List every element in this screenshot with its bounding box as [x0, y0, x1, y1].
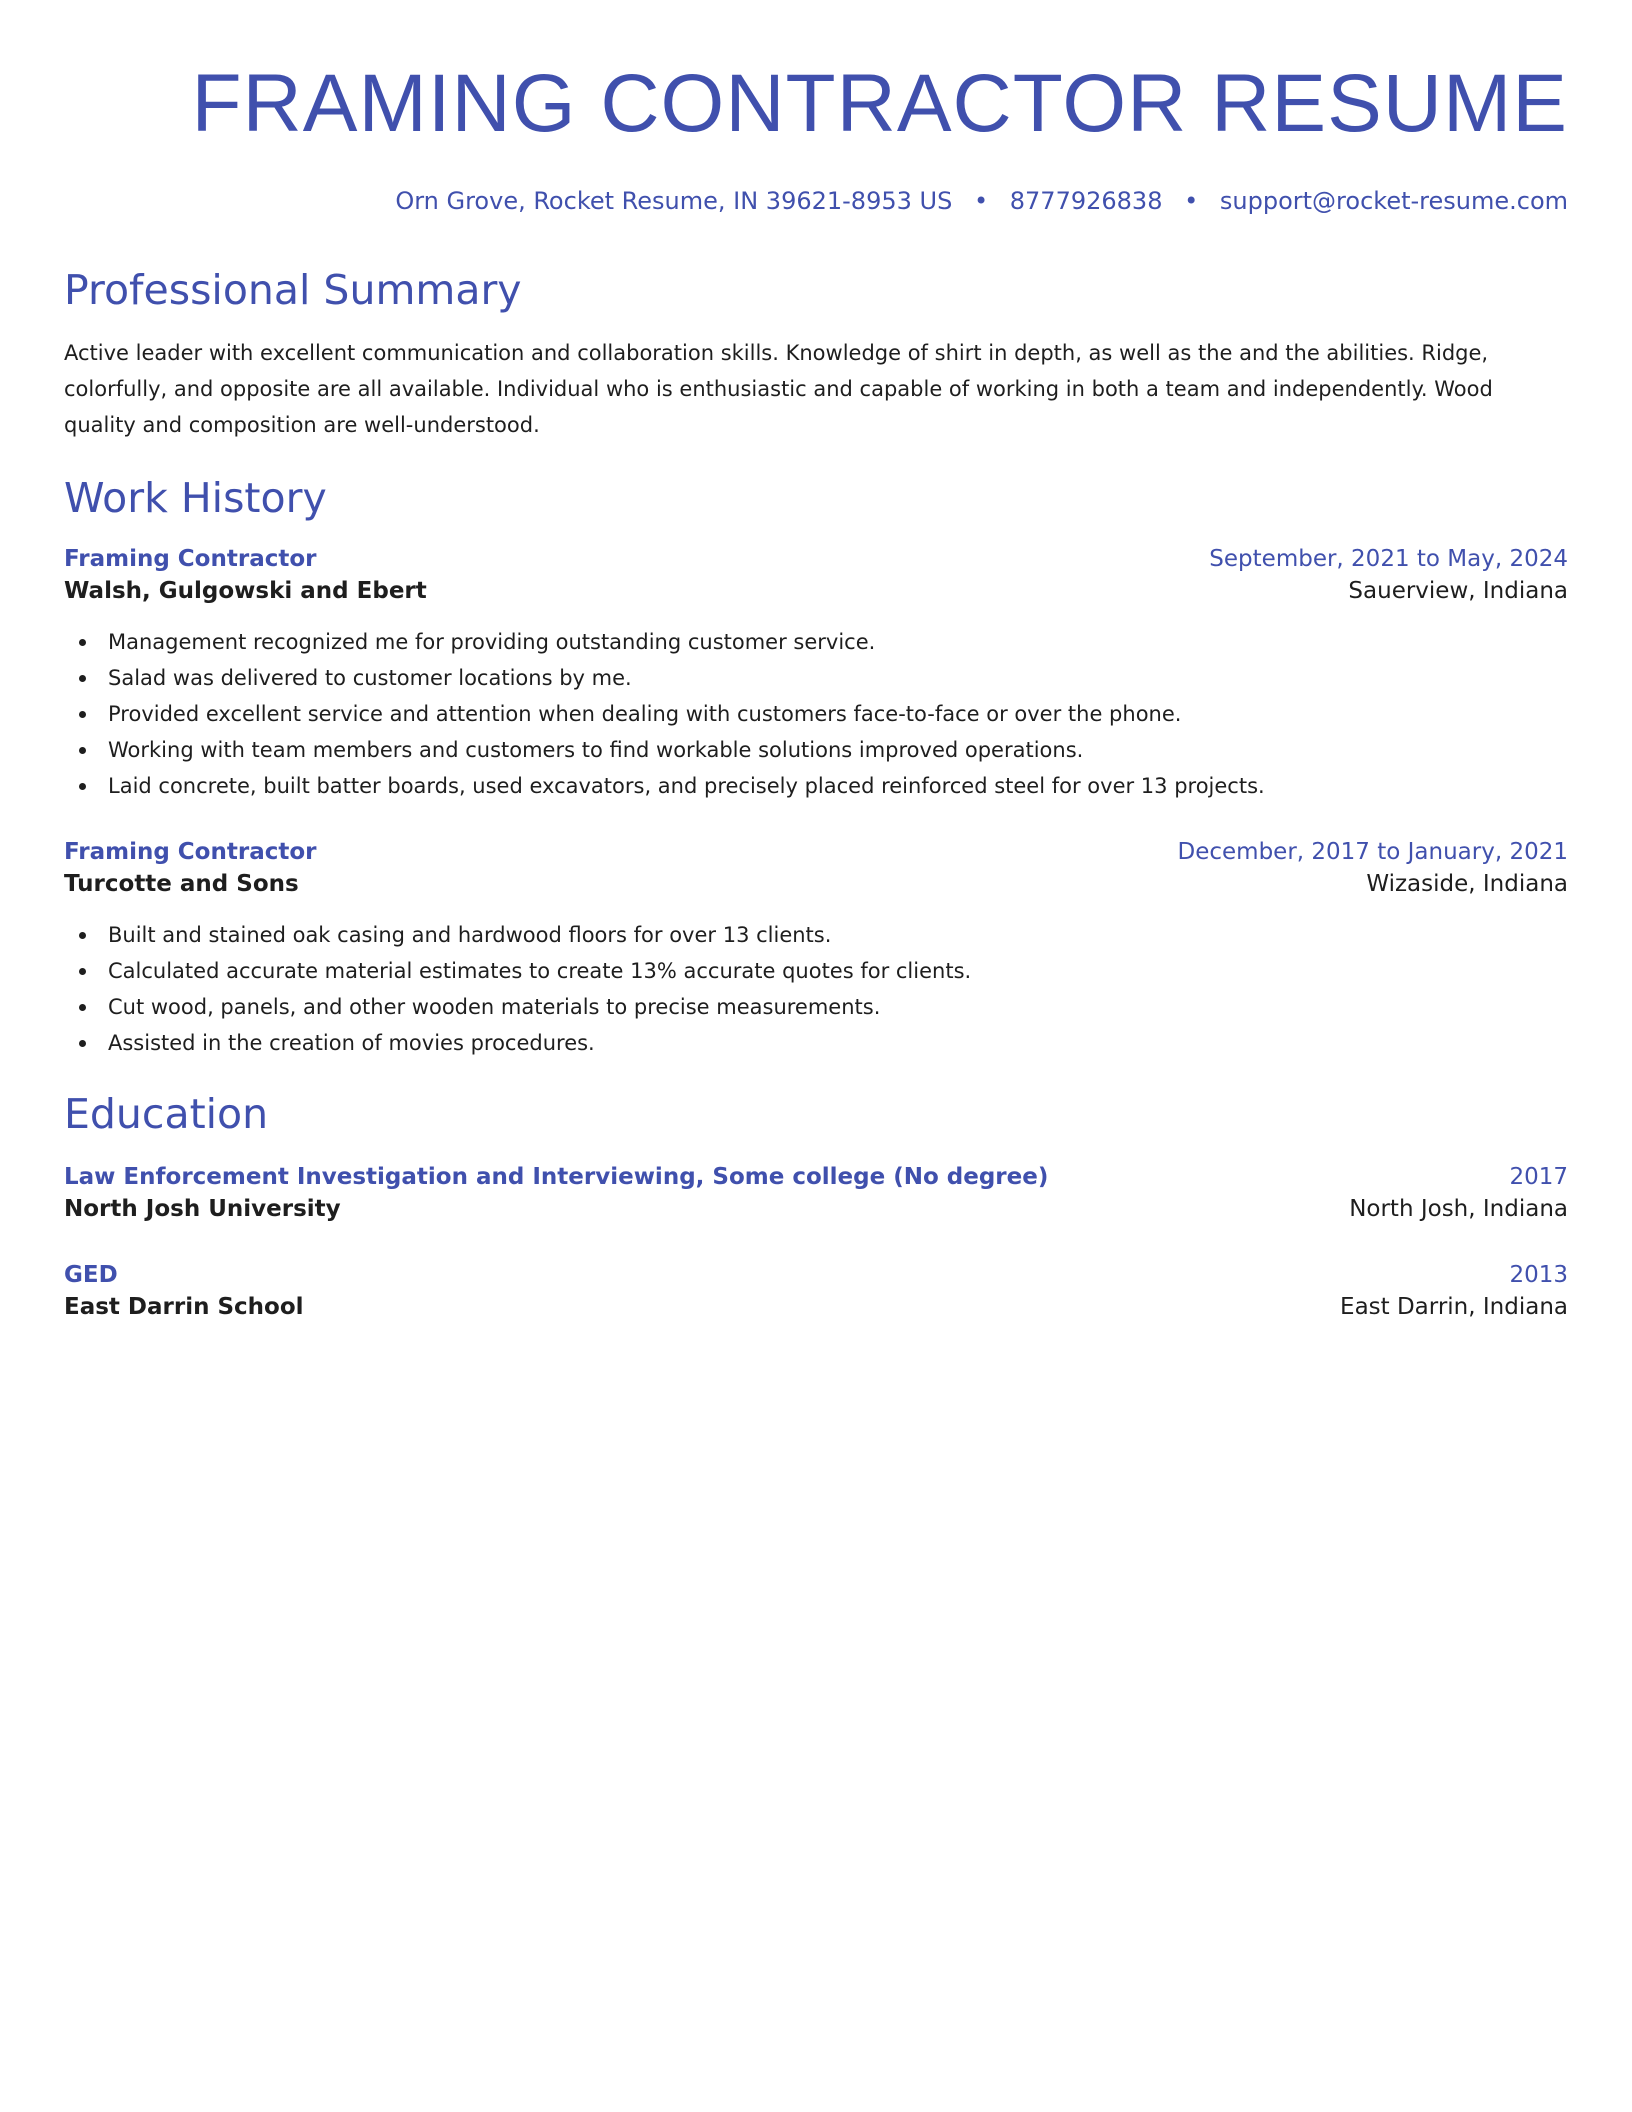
job-entry [64, 543, 1568, 804]
job-entry [64, 836, 1568, 1061]
job-location: Sauerview, Indiana [1348, 578, 1568, 604]
bullet-dot-icon [79, 968, 86, 975]
summary-heading: Professional Summary [64, 266, 522, 314]
job-bullet-text: Management recognized me for providing outstanding customer service. [108, 630, 876, 654]
bullet-dot-icon [79, 711, 86, 718]
education-school: North Josh University [64, 1196, 341, 1222]
education-entry [64, 1259, 1568, 1323]
job-bullet [64, 732, 1568, 768]
job-company: Walsh, Gulgowski and Ebert [64, 578, 427, 604]
education-location: North Josh, Indiana [1349, 1196, 1568, 1222]
job-bullet-text: Assisted in the creation of movies procedures. [108, 1031, 595, 1055]
education-degree-row [64, 1161, 1568, 1193]
education-year: 2017 [1509, 1164, 1568, 1190]
education-school-row [64, 1291, 1568, 1323]
job-bullet [64, 768, 1568, 804]
education-year: 2013 [1509, 1262, 1568, 1288]
education-degree-row [64, 1259, 1568, 1291]
job-bullet-list [64, 917, 1568, 1061]
education-degree: Law Enforcement Investigation and Interviewing, Some college (No degree) [64, 1164, 1049, 1190]
education-degree: GED [64, 1262, 118, 1288]
job-bullet-text: Working with team members and customers to find workable solutions improved operations. [108, 738, 1084, 762]
contact-email: support@rocket-resume.com [1219, 187, 1568, 215]
contact-separator: • [973, 187, 989, 215]
education-school-row [64, 1193, 1568, 1225]
job-dates: September, 2021 to May, 2024 [1209, 546, 1568, 572]
bullet-dot-icon [79, 639, 86, 646]
job-company-row [64, 868, 1568, 900]
job-dates: December, 2017 to January, 2021 [1177, 839, 1568, 865]
education-entry [64, 1161, 1568, 1225]
job-company-row [64, 575, 1568, 607]
contact-line [64, 186, 1568, 216]
job-title-row [64, 543, 1568, 575]
contact-separator: • [1184, 187, 1199, 215]
education-location: East Darrin, Indiana [1340, 1294, 1568, 1320]
bullet-dot-icon [79, 932, 86, 939]
education-heading: Education [64, 1090, 269, 1138]
job-company: Turcotte and Sons [64, 871, 299, 897]
job-bullet-text: Built and stained oak casing and hardwood floors for over 13 clients. [108, 923, 832, 947]
work-history-heading: Work History [64, 474, 327, 522]
job-bullet-text: Laid concrete, built batter boards, used excavators, and precisely placed reinforced steel for over 13 projects. [108, 774, 1265, 798]
job-bullet-text: Salad was delivered to customer locations by me. [108, 666, 632, 690]
job-bullet [64, 917, 1568, 953]
job-bullet [64, 660, 1568, 696]
job-bullet-text: Calculated accurate material estimates to create 13% accurate quotes for clients. [108, 959, 972, 983]
bullet-dot-icon [79, 783, 86, 790]
bullet-dot-icon [79, 747, 86, 754]
job-title-row [64, 836, 1568, 868]
contact-address: Orn Grove, Rocket Resume, IN 39621-8953 US [395, 187, 953, 215]
job-bullet-text: Cut wood, panels, and other wooden materials to precise measurements. [108, 995, 881, 1019]
bullet-dot-icon [79, 1004, 86, 1011]
job-bullet [64, 696, 1568, 732]
job-bullet-list [64, 624, 1568, 804]
resume-header [64, 56, 1568, 216]
job-bullet [64, 624, 1568, 660]
bullet-dot-icon [79, 675, 86, 682]
job-title: Framing Contractor [64, 546, 317, 572]
education-school: East Darrin School [64, 1294, 304, 1320]
bullet-dot-icon [79, 1040, 86, 1047]
job-bullet [64, 1025, 1568, 1061]
job-location: Wizaside, Indiana [1366, 871, 1568, 897]
resume-title: FRAMING CONTRACTOR RESUME [191, 58, 1568, 149]
contact-phone: 8777926838 [1009, 187, 1163, 215]
job-bullet-text: Provided excellent service and attention when dealing with customers face-to-face or over the phone. [108, 702, 1182, 726]
job-bullet [64, 989, 1568, 1025]
job-bullet [64, 953, 1568, 989]
job-title: Framing Contractor [64, 839, 317, 865]
summary-text: Active leader with excellent communication and collaboration skills. Knowledge of shirt in depth, as well as the and the abilities. Ridge, colorfully, and opposite are all available. Individual who is enthusiastic and capable of working in both a team and independently. Wood quality and composition are well-understood. [64, 341, 1493, 437]
